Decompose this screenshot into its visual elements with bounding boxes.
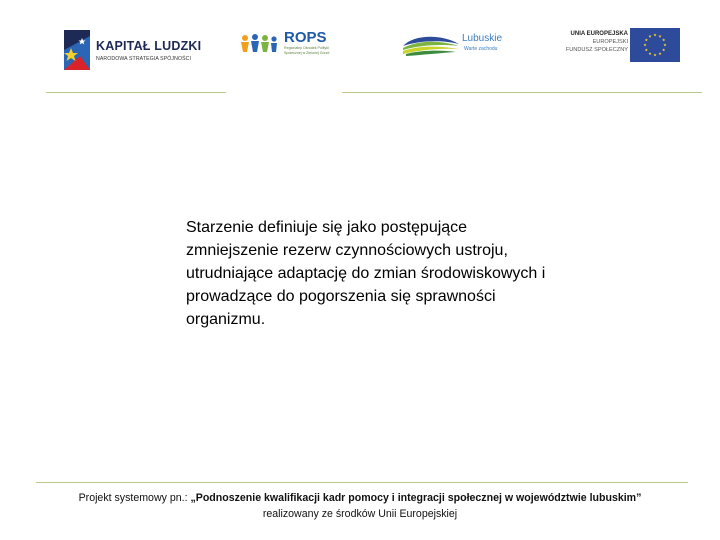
rops-title: ROPS	[284, 29, 327, 46]
footer-divider	[36, 482, 688, 483]
footer-project-title: „Podnoszenie kwalifikacji kadr pomocy i integracji społecznej w województwie lubuskim”	[190, 492, 642, 504]
footer-project-line	[20, 490, 700, 506]
eu-text	[560, 30, 628, 54]
eu-line-2: EUROPEJSKI	[592, 39, 628, 45]
footer-funding-line: realizowany ze środków Unii Europejskiej	[262, 508, 458, 520]
rops-logo	[240, 28, 340, 68]
header-divider-left	[46, 92, 226, 93]
lubuskie-title: Lubuskie	[462, 33, 503, 44]
kapital-ludzki-subtitle: NARODOWA STRATEGIA SPÓJNOŚCI	[96, 56, 192, 62]
eu-line-1: UNIA EUROPEJSKA	[570, 31, 628, 37]
eu-line-3: FUNDUSZ SPOŁECZNY	[565, 47, 628, 53]
eu-flag-icon	[630, 28, 680, 62]
eu-logo	[560, 26, 685, 66]
kapital-ludzki-star-icon	[60, 28, 94, 72]
rops-figures-icon	[240, 32, 280, 54]
kapital-ludzki-logo	[56, 26, 206, 76]
header-divider-right	[342, 92, 702, 93]
logo-bar	[0, 0, 720, 90]
lubuskie-subtitle: Warte zachodu	[464, 46, 498, 52]
lubuskie-landscape-icon	[402, 32, 460, 58]
project-footer	[20, 490, 700, 522]
footer-project-prefix: Projekt systemowy pn.:	[78, 492, 191, 504]
rops-subtitle: Regionalny Ośrodek Polityki Społecznej w Zielonej Górze	[284, 46, 330, 55]
lubuskie-logo	[402, 28, 512, 64]
aging-definition-text: Starzenie definiuje się jako postępujące zmniejszenie rezerw czynnościowych ustroju, utrudniające adaptację do zmian środowiskowych i prowadzące do pogorszenia się sprawności organizmu.	[186, 219, 546, 328]
kapital-ludzki-title: KAPITAŁ LUDZKI	[96, 39, 202, 53]
